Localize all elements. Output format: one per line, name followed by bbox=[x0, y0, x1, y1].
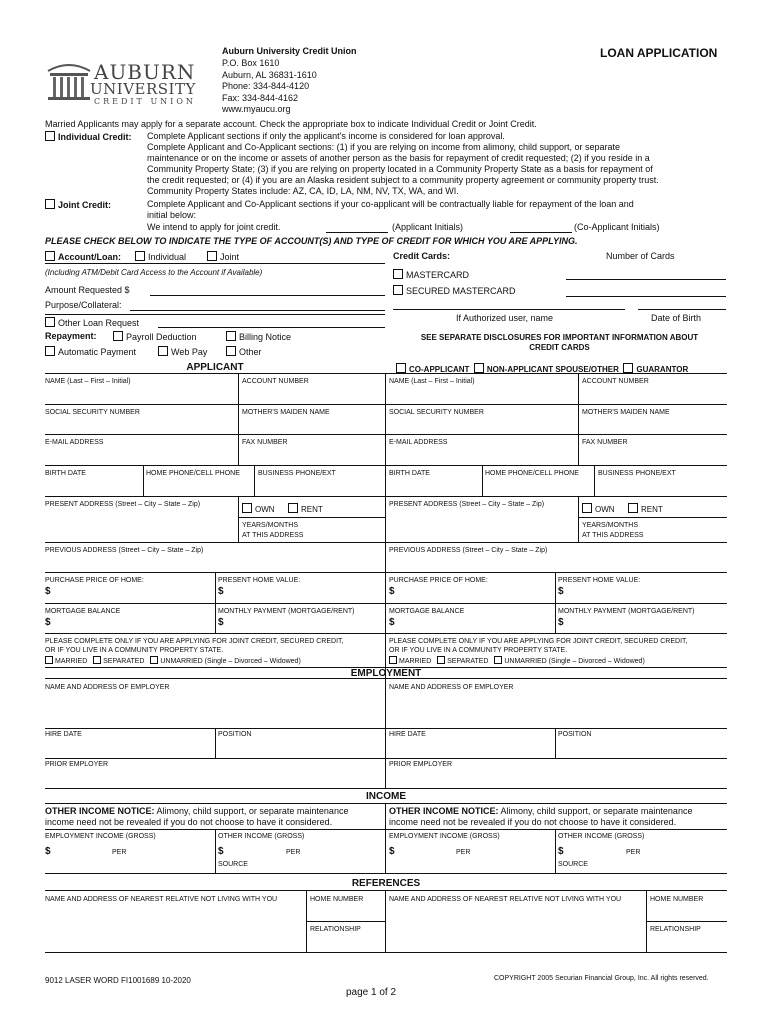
coapp-marital-options bbox=[389, 656, 645, 665]
applicant-monthly-dollar: $ bbox=[218, 617, 224, 628]
grid-line bbox=[555, 572, 556, 633]
applicant-married-option[interactable]: MARRIED bbox=[45, 658, 87, 665]
coapp-unmarried-option[interactable]: UNMARRIED (Single – Divorced – Widowed) bbox=[494, 658, 644, 665]
amount-requested-input[interactable] bbox=[150, 295, 385, 296]
billing-checkbox[interactable] bbox=[226, 331, 236, 341]
applicant-account-label: ACCOUNT NUMBER bbox=[242, 378, 309, 385]
payroll-option[interactable]: Payroll Deduction bbox=[113, 331, 197, 343]
applicant-prior-employer-label: PRIOR EMPLOYER bbox=[45, 761, 109, 768]
webpay-checkbox[interactable] bbox=[158, 346, 168, 356]
applicant-initials-line[interactable] bbox=[326, 232, 388, 233]
other-loan-input[interactable] bbox=[158, 327, 385, 328]
individual-credit-option[interactable]: Individual Credit: bbox=[45, 131, 132, 143]
grid-line bbox=[45, 758, 727, 759]
secured-count-input[interactable] bbox=[566, 296, 726, 297]
coapp-employment-income-dollar: $ bbox=[389, 846, 395, 857]
logo-word-credit-union: CREDIT UNION bbox=[94, 97, 196, 106]
applicant-rent-checkbox[interactable] bbox=[288, 503, 298, 513]
grid-line bbox=[45, 633, 727, 634]
grid-line bbox=[254, 465, 255, 496]
applicant-present-value-dollar: $ bbox=[218, 586, 224, 597]
applicant-unmarried-option[interactable]: UNMARRIED (Single – Divorced – Widowed) bbox=[150, 658, 300, 665]
coapp-present-value-label: PRESENT HOME VALUE: bbox=[558, 577, 641, 584]
applicant-rent-option[interactable]: RENT bbox=[288, 503, 323, 514]
joint-text-1: Complete Applicant and Co-Applicant sections if your co-applicant will be contractually liable for repayment of the loan and bbox=[147, 199, 634, 209]
applicant-joint-note: PLEASE COMPLETE ONLY IF YOU ARE APPLYING FOR JOINT CREDIT, SECURED CREDIT, OR IF YOU LIVE IN A COMMUNITY PROPERTY STATE. bbox=[45, 638, 344, 654]
individual-text-3: maintenance or on the income or assets of another person as the basis for repayment of credit requested; (2) if you reside in a bbox=[147, 153, 650, 163]
coapp-email-label: E-MAIL ADDRESS bbox=[389, 439, 448, 446]
automatic-checkbox[interactable] bbox=[45, 346, 55, 356]
coapp-income-notice: OTHER INCOME NOTICE: Alimony, child support, or separate maintenance income need not be revealed if you do not choose to have it considered. bbox=[389, 806, 693, 827]
webpay-option[interactable]: Web Pay bbox=[158, 346, 207, 358]
dob-label: Date of Birth bbox=[651, 313, 702, 323]
applicant-employment-income-label: EMPLOYMENT INCOME (GROSS) bbox=[45, 833, 156, 840]
account-loan-label: Account/Loan: bbox=[45, 251, 121, 263]
applicant-name-label: NAME (Last – First – Initial) bbox=[45, 378, 131, 385]
credit-cards-label: Credit Cards: bbox=[393, 251, 451, 261]
applicant-previous-address-label: PREVIOUS ADDRESS (Street – City – State – Zip) bbox=[45, 547, 204, 554]
grid-line bbox=[45, 373, 727, 374]
coapp-birth-label: BIRTH DATE bbox=[389, 470, 430, 477]
coapp-monthly-payment-label: MONTHLY PAYMENT (MORTGAGE/RENT) bbox=[558, 608, 695, 615]
form-id: 9012 LASER WORD FI1001689 10-2020 bbox=[45, 976, 191, 985]
married-note: Married Applicants may apply for a separate account. Check the appropriate box to indicate Individual Credit or Joint Credit. bbox=[45, 119, 537, 129]
authorized-user-input[interactable] bbox=[393, 309, 625, 310]
applicant-purchase-price-label: PURCHASE PRICE OF HOME: bbox=[45, 577, 144, 584]
divider bbox=[45, 314, 385, 315]
joint-account-checkbox[interactable] bbox=[207, 251, 217, 261]
applicant-separated-option[interactable]: SEPARATED bbox=[93, 658, 144, 665]
org-fax: Fax: 334-844-4162 bbox=[222, 93, 299, 103]
applicant-monthly-payment-label: MONTHLY PAYMENT (MORTGAGE/RENT) bbox=[218, 608, 355, 615]
coapp-relative-label: NAME AND ADDRESS OF NEAREST RELATIVE NOT LIVING WITH YOU bbox=[389, 896, 622, 903]
nonapplicant-option[interactable]: NON-APPLICANT SPOUSE/OTHER bbox=[474, 365, 619, 374]
grid-line bbox=[215, 572, 216, 633]
coapp-present-address-label: PRESENT ADDRESS (Street – City – State – Zip) bbox=[389, 501, 545, 508]
grid-line bbox=[306, 921, 385, 922]
coapp-monthly-dollar: $ bbox=[558, 617, 564, 628]
coapp-mortgage-balance-label: MORTGAGE BALANCE bbox=[389, 608, 465, 615]
applicant-relationship-label: RELATIONSHIP bbox=[310, 926, 361, 933]
coapp-rent-option[interactable]: RENT bbox=[628, 503, 663, 514]
coapp-employer-label: NAME AND ADDRESS OF EMPLOYER bbox=[389, 684, 514, 691]
grid-line bbox=[45, 434, 727, 435]
grid-line bbox=[45, 572, 727, 573]
applicant-other-income-dollar: $ bbox=[218, 846, 224, 857]
mastercard-option[interactable]: MASTERCARD bbox=[393, 269, 469, 281]
coapp-fax-label: FAX NUMBER bbox=[582, 439, 628, 446]
coapp-purchase-price-label: PURCHASE PRICE OF HOME: bbox=[389, 577, 488, 584]
applicant-employment-income-dollar: $ bbox=[45, 846, 51, 857]
applicant-ssn-label: SOCIAL SECURITY NUMBER bbox=[45, 409, 140, 416]
grid-line bbox=[45, 728, 727, 729]
applicant-source-label: SOURCE bbox=[218, 861, 248, 868]
grid-line bbox=[45, 952, 727, 953]
individual-credit-checkbox[interactable] bbox=[45, 131, 55, 141]
grid-line bbox=[555, 728, 556, 758]
logo-word-auburn: AUBURN bbox=[94, 60, 196, 84]
individual-text-2: Complete Applicant and Co-Applicant sections: (1) if you are relying on income from alimony, child support, or separate bbox=[147, 142, 621, 152]
grid-line bbox=[143, 465, 144, 496]
coapp-home-number-label: HOME NUMBER bbox=[650, 896, 704, 903]
income-header: INCOME bbox=[366, 791, 406, 802]
grid-center-divider bbox=[385, 373, 386, 761]
coapplicant-option[interactable]: CO-APPLICANT bbox=[396, 365, 469, 374]
individual-text-6: Community Property States include: AZ, CA, ID, LA, NM, NV, TX, WA, and WI. bbox=[147, 186, 459, 196]
applicant-married-checkbox[interactable] bbox=[45, 656, 53, 664]
joint-text-3: We intend to apply for joint credit. bbox=[147, 222, 281, 232]
grid-line bbox=[578, 496, 579, 542]
coapp-prior-employer-label: PRIOR EMPLOYER bbox=[389, 761, 453, 768]
coapp-previous-address-label: PREVIOUS ADDRESS (Street – City – State – Zip) bbox=[389, 547, 548, 554]
secured-mastercard-option[interactable]: SECURED MASTERCARD bbox=[393, 285, 516, 297]
mastercard-checkbox[interactable] bbox=[393, 269, 403, 279]
authorized-user-label: If Authorized user, name bbox=[456, 313, 554, 323]
coapp-other-income-label: OTHER INCOME (GROSS) bbox=[558, 833, 645, 840]
joint-credit-checkbox[interactable] bbox=[45, 199, 55, 209]
applicant-present-value-label: PRESENT HOME VALUE: bbox=[218, 577, 301, 584]
coapp-name-label: NAME (Last – First – Initial) bbox=[389, 378, 475, 385]
copyright: COPYRIGHT 2005 Securian Financial Group, Inc. All rights reserved. bbox=[494, 975, 709, 982]
grid-line bbox=[45, 829, 727, 830]
coapp-own-checkbox[interactable] bbox=[582, 503, 592, 513]
org-po-box: P.O. Box 1610 bbox=[222, 58, 280, 68]
coapp-maiden-label: MOTHER'S MAIDEN NAME bbox=[582, 409, 670, 416]
check-below-instruction: PLEASE CHECK BELOW TO INDICATE THE TYPE OF ACCOUNT(S) AND TYPE OF CREDIT FOR WHICH YOU ARE APPLYING. bbox=[45, 236, 578, 246]
applicant-home-phone-label: HOME PHONE/CELL PHONE bbox=[146, 470, 240, 477]
coapp-present-value-dollar: $ bbox=[558, 586, 564, 597]
applicant-own-checkbox[interactable] bbox=[242, 503, 252, 513]
applicant-maiden-label: MOTHER'S MAIDEN NAME bbox=[242, 409, 330, 416]
individual-account-checkbox[interactable] bbox=[135, 251, 145, 261]
grid-line bbox=[215, 728, 216, 758]
grid-line bbox=[385, 758, 386, 788]
logo-columns-icon bbox=[46, 61, 92, 101]
applicant-mortgage-balance-label: MORTGAGE BALANCE bbox=[45, 608, 121, 615]
org-phone: Phone: 334-844-4120 bbox=[222, 81, 310, 91]
coapp-position-label: POSITION bbox=[558, 731, 592, 738]
grid-line bbox=[45, 465, 727, 466]
coapp-separated-option[interactable]: SEPARATED bbox=[437, 658, 488, 665]
authorized-dob-input[interactable] bbox=[638, 309, 726, 310]
number-of-cards-label: Number of Cards bbox=[606, 251, 675, 261]
applicant-own-option[interactable]: OWN bbox=[242, 503, 275, 514]
grid-line bbox=[215, 829, 216, 873]
individual-text-1: Complete Applicant sections if only the applicant's income is considered for loan approval. bbox=[147, 131, 505, 141]
page-title: LOAN APPLICATION bbox=[600, 46, 718, 60]
coapp-business-phone-label: BUSINESS PHONE/EXT bbox=[598, 470, 676, 477]
other-option[interactable]: Other bbox=[226, 346, 262, 358]
grid-line bbox=[238, 517, 385, 518]
coapp-employment-income-label: EMPLOYMENT INCOME (GROSS) bbox=[389, 833, 500, 840]
purpose-input[interactable] bbox=[130, 310, 385, 311]
applicant-separated-checkbox[interactable] bbox=[93, 656, 101, 664]
coapp-account-label: ACCOUNT NUMBER bbox=[582, 378, 649, 385]
coapp-unmarried-checkbox[interactable] bbox=[494, 656, 502, 664]
applicant-marital-options bbox=[45, 656, 301, 665]
grid-line bbox=[385, 890, 386, 952]
coapp-rent-checkbox[interactable] bbox=[628, 503, 638, 513]
grid-line bbox=[45, 603, 727, 604]
coapp-hire-date-label: HIRE DATE bbox=[389, 731, 426, 738]
logo-word-university: UNIVERSITY bbox=[90, 80, 196, 98]
applicant-fax-label: FAX NUMBER bbox=[242, 439, 288, 446]
coapp-other-income-dollar: $ bbox=[558, 846, 564, 857]
coapp-separated-checkbox[interactable] bbox=[437, 656, 445, 664]
grid-line bbox=[45, 803, 727, 804]
org-website: www.myaucu.org bbox=[222, 104, 291, 114]
coapp-married-checkbox[interactable] bbox=[389, 656, 397, 664]
grid-line bbox=[45, 873, 727, 874]
divider bbox=[45, 263, 385, 264]
applicant-birth-label: BIRTH DATE bbox=[45, 470, 86, 477]
coapp-other-per-label: PER bbox=[626, 849, 641, 856]
coapp-married-option[interactable]: MARRIED bbox=[389, 658, 431, 665]
purpose-label: Purpose/Collateral: bbox=[45, 300, 122, 310]
applicant-employer-label: NAME AND ADDRESS OF EMPLOYER bbox=[45, 684, 170, 691]
grid-line bbox=[555, 829, 556, 873]
other-loan-option[interactable]: Other Loan Request bbox=[45, 317, 139, 329]
coapp-source-label: SOURCE bbox=[558, 861, 588, 868]
employment-header: EMPLOYMENT bbox=[350, 668, 422, 679]
billing-option[interactable]: Billing Notice bbox=[226, 331, 291, 343]
coapplicant-initials-label: (Co-Applicant Initials) bbox=[574, 222, 660, 232]
amount-requested-label: Amount Requested $ bbox=[45, 285, 130, 295]
applicant-initials-label: (Applicant Initials) bbox=[392, 222, 464, 232]
applicant-hire-date-label: HIRE DATE bbox=[45, 731, 82, 738]
grid-line bbox=[45, 890, 727, 891]
coapp-employment-per-label: PER bbox=[456, 849, 471, 856]
grid-line bbox=[578, 517, 727, 518]
grid-line bbox=[385, 803, 386, 873]
joint-account-option[interactable]: Joint bbox=[207, 251, 239, 263]
guarantor-checkbox[interactable] bbox=[623, 363, 633, 373]
applicant-home-number-label: HOME NUMBER bbox=[310, 896, 364, 903]
coapp-own-option[interactable]: OWN bbox=[582, 503, 615, 514]
mastercard-count-input[interactable] bbox=[566, 279, 726, 280]
grid-line bbox=[482, 465, 483, 496]
coapplicant-checkbox[interactable] bbox=[396, 363, 406, 373]
applicant-position-label: POSITION bbox=[218, 731, 252, 738]
references-header: REFERENCES bbox=[351, 878, 421, 889]
grid-line bbox=[238, 373, 239, 465]
coapp-mortgage-dollar: $ bbox=[389, 617, 395, 628]
applicant-years-label: YEARS/MONTHS AT THIS ADDRESS bbox=[242, 522, 304, 539]
coapp-ssn-label: SOCIAL SECURITY NUMBER bbox=[389, 409, 484, 416]
applicant-employment-per-label: PER bbox=[112, 849, 127, 856]
grid-line bbox=[594, 465, 595, 496]
automatic-option[interactable]: Automatic Payment bbox=[45, 346, 136, 358]
disclosures-note: SEE SEPARATE DISCLOSURES FOR IMPORTANT INFORMATION ABOUT CREDIT CARDS bbox=[420, 333, 699, 352]
grid-line bbox=[45, 788, 727, 789]
page-number: page 1 of 2 bbox=[346, 987, 397, 998]
applicant-email-label: E-MAIL ADDRESS bbox=[45, 439, 104, 446]
org-city: Auburn, AL 36831-1610 bbox=[222, 70, 317, 80]
individual-text-4: Community Property State; (3) if you are relying on property located in a Community Property State as a basis for repayment of bbox=[147, 164, 653, 174]
applicant-income-notice: OTHER INCOME NOTICE: Alimony, child support, or separate maintenance income need not be revealed if you do not choose to have it considered. bbox=[45, 806, 349, 827]
grid-line bbox=[646, 921, 727, 922]
joint-credit-option[interactable]: Joint Credit: bbox=[45, 199, 111, 211]
grid-line bbox=[238, 496, 239, 542]
applicant-business-phone-label: BUSINESS PHONE/EXT bbox=[258, 470, 336, 477]
applicant-other-income-label: OTHER INCOME (GROSS) bbox=[218, 833, 305, 840]
coapp-years-label: YEARS/MONTHS AT THIS ADDRESS bbox=[582, 522, 644, 539]
atm-note: (Including ATM/Debit Card Access to the Account if Available) bbox=[45, 268, 263, 277]
coapplicant-initials-line[interactable] bbox=[510, 232, 572, 233]
guarantor-option[interactable]: GUARANTOR bbox=[623, 365, 688, 374]
grid-line bbox=[45, 404, 727, 405]
coapp-relationship-label: RELATIONSHIP bbox=[650, 926, 701, 933]
applicant-purchase-dollar: $ bbox=[45, 586, 51, 597]
applicant-present-address-label: PRESENT ADDRESS (Street – City – State – Zip) bbox=[45, 501, 201, 508]
grid-line bbox=[45, 496, 727, 497]
joint-text-2: initial below: bbox=[147, 210, 197, 220]
individual-account-option[interactable]: Individual bbox=[135, 251, 186, 263]
individual-text-5: the credit requested; or (4) if you are an Alaska resident subject to a community property agreement or community property trust. bbox=[147, 175, 659, 185]
applicant-mortgage-dollar: $ bbox=[45, 617, 51, 628]
coapp-joint-note: PLEASE COMPLETE ONLY IF YOU ARE APPLYING FOR JOINT CREDIT, SECURED CREDIT, OR IF YOU LIVE IN A COMMUNITY PROPERTY STATE. bbox=[389, 638, 688, 654]
other-loan-checkbox[interactable] bbox=[45, 317, 55, 327]
applicant-unmarried-checkbox[interactable] bbox=[150, 656, 158, 664]
applicant-header: APPLICANT bbox=[186, 362, 244, 373]
org-name: Auburn University Credit Union bbox=[222, 46, 357, 56]
secured-mastercard-checkbox[interactable] bbox=[393, 285, 403, 295]
coapp-purchase-dollar: $ bbox=[389, 586, 395, 597]
coapp-home-phone-label: HOME PHONE/CELL PHONE bbox=[485, 470, 579, 477]
nonapplicant-checkbox[interactable] bbox=[474, 363, 484, 373]
repayment-label: Repayment: bbox=[45, 331, 97, 341]
applicant-relative-label: NAME AND ADDRESS OF NEAREST RELATIVE NOT LIVING WITH YOU bbox=[45, 896, 278, 903]
other-checkbox[interactable] bbox=[226, 346, 236, 356]
grid-line bbox=[45, 542, 727, 543]
account-loan-checkbox[interactable] bbox=[45, 251, 55, 261]
grid-line bbox=[578, 373, 579, 465]
payroll-checkbox[interactable] bbox=[113, 331, 123, 341]
applicant-other-per-label: PER bbox=[286, 849, 301, 856]
